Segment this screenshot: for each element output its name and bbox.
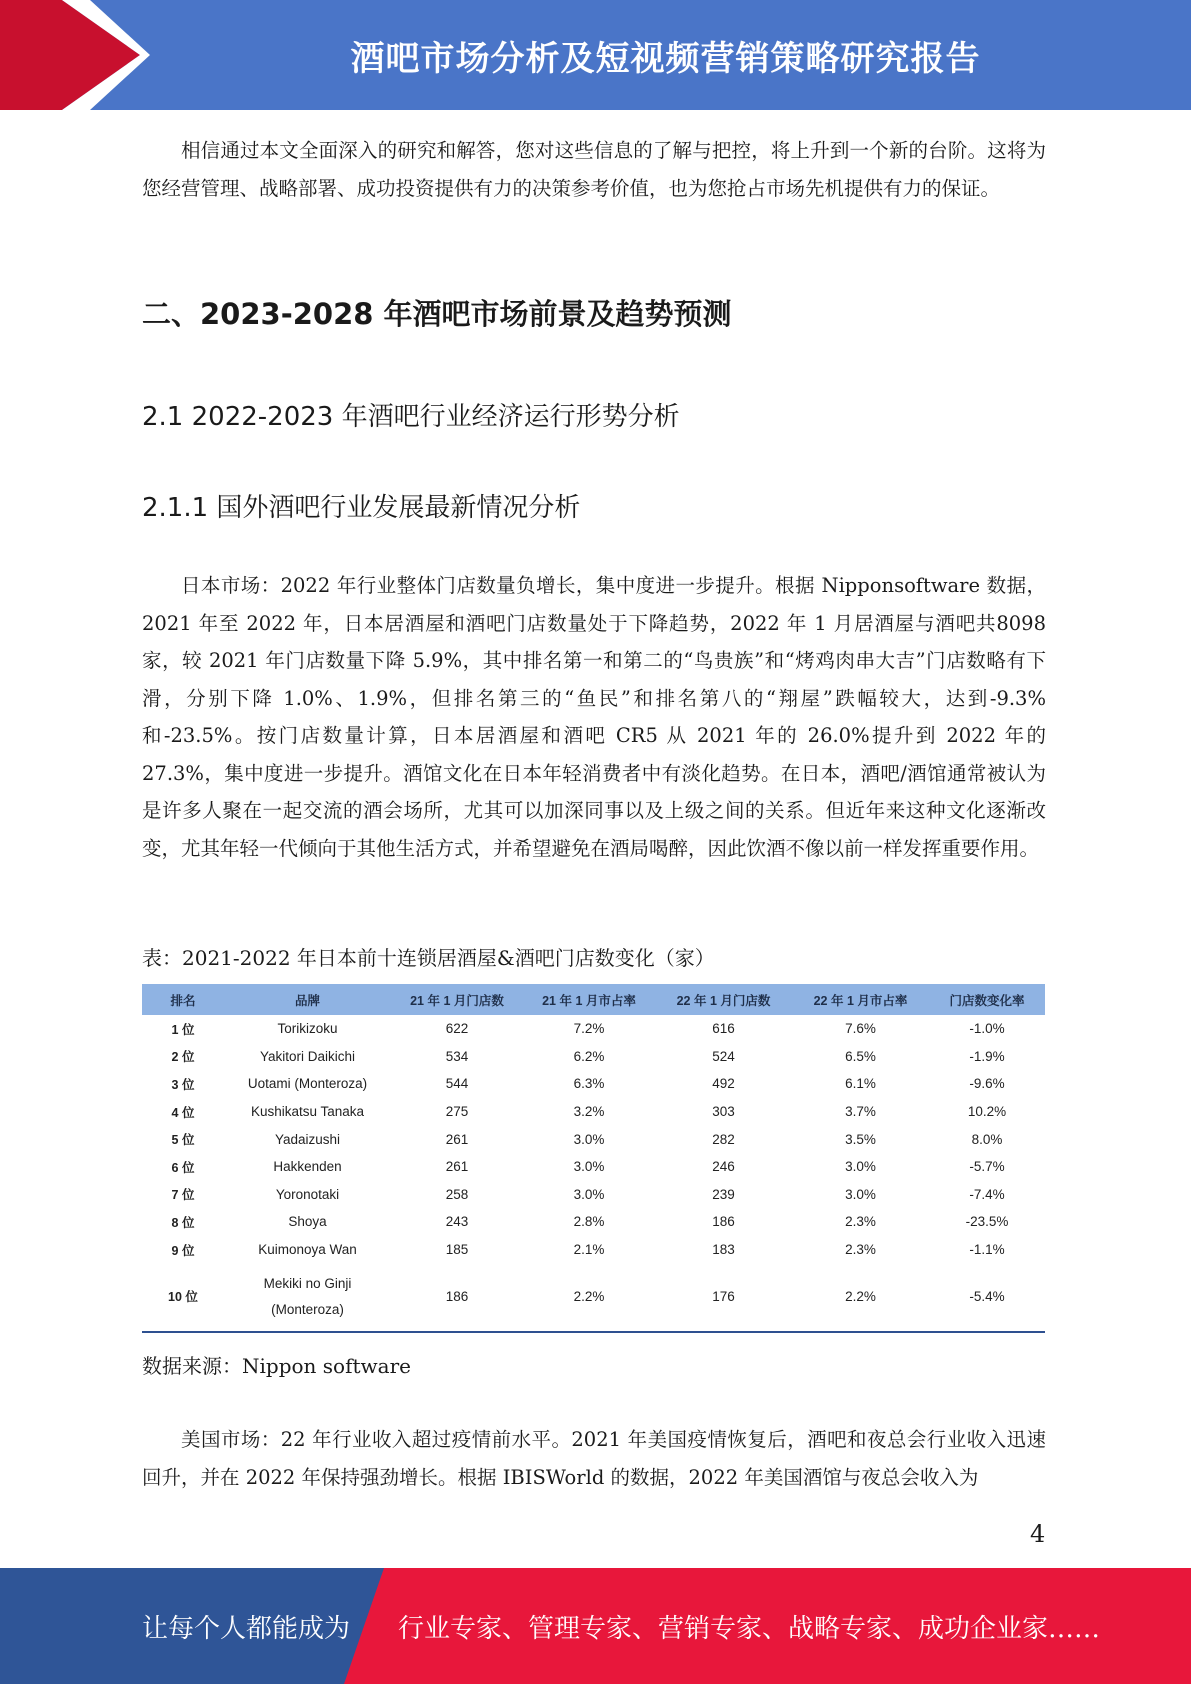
- share-2022-cell: 2.3%: [845, 1242, 876, 1258]
- stores-2021-cell: 243: [445, 1214, 469, 1230]
- share-2021-cell: 2.8%: [573, 1214, 605, 1230]
- stores-2022-cell: 303: [712, 1104, 735, 1120]
- page-number: 4: [1030, 1520, 1046, 1548]
- rank-cell: 7 位: [171, 1188, 195, 1203]
- header-stores-2022: 22 年 1 月门店数: [655, 984, 792, 1015]
- stores-2021-cell: 544: [445, 1076, 469, 1092]
- table-row: [142, 1098, 1045, 1126]
- document-title: 酒吧市场分析及短视频营销策略研究报告: [350, 38, 981, 79]
- subsection-heading: 2.1 2022-2023 年酒吧行业经济运行形势分析: [142, 402, 680, 432]
- share-2022-cell: 7.6%: [845, 1021, 876, 1037]
- data-source: 数据来源：Nippon software: [142, 1354, 411, 1378]
- change-rate-cell: -7.4%: [969, 1186, 1005, 1202]
- store-count-table: [142, 984, 1045, 1333]
- us-market-paragraph: 美国市场：22 年行业收入超过疫情前水平。2021 年美国疫情恢复后，酒吧和夜总会行业收入迅速回升，并在 2022 年保持强劲增长。根据 IBISWorld 的数据，2022 年美国酒馆与夜总会收入为: [142, 1428, 1046, 1489]
- stores-2021-cell: 534: [445, 1048, 469, 1064]
- change-rate-cell: 10.2%: [967, 1104, 1007, 1120]
- brand-cell: Uotami (Monteroza): [247, 1076, 368, 1092]
- table-row: [142, 1043, 1045, 1071]
- brand-line: (Monteroza): [271, 1302, 344, 1318]
- rank-cell: 2 位: [171, 1050, 195, 1065]
- brand-line: Mekiki no Ginji: [263, 1276, 352, 1292]
- rank-cell: 4 位: [171, 1105, 195, 1120]
- stores-2022-cell: 186: [712, 1214, 735, 1230]
- share-2022-cell: 3.7%: [845, 1104, 876, 1120]
- intro-paragraph: 相信通过本文全面深入的研究和解答，您对这些信息的了解与把控，将上升到一个新的台阶。这将为您经营管理、战略部署、成功投资提供有力的决策参考价值，也为您抢占市场先机提供有力的保证。: [142, 139, 1046, 200]
- share-2021-cell: 6.3%: [573, 1076, 605, 1092]
- change-rate-cell: -1.1%: [969, 1242, 1005, 1258]
- footer-slogan-left: 让每个人都能成为: [142, 1613, 351, 1644]
- stores-2021-cell: 186: [445, 1289, 469, 1305]
- share-2021-cell: 3.0%: [573, 1159, 605, 1175]
- share-2022-cell: 3.5%: [845, 1131, 876, 1147]
- rank-cell: 8 位: [171, 1215, 195, 1230]
- subsubsection-heading: 2.1.1 国外酒吧行业发展最新情况分析: [142, 493, 581, 523]
- share-2022-cell: 2.3%: [845, 1214, 876, 1230]
- rank-cell: 10 位: [168, 1290, 198, 1305]
- stores-2022-cell: 492: [712, 1076, 735, 1092]
- table-row: [142, 1125, 1045, 1153]
- rank-cell: 6 位: [171, 1160, 195, 1175]
- rank-cell: 5 位: [171, 1133, 195, 1148]
- stores-2021-cell: 258: [445, 1186, 469, 1202]
- japan-market-section: [142, 567, 1046, 867]
- brand-cell: Hakkenden: [273, 1159, 342, 1175]
- change-rate-cell: -23.5%: [965, 1214, 1009, 1230]
- brand-cell: Kushikatsu Tanaka: [250, 1104, 365, 1120]
- table-header-row: [142, 984, 1045, 1015]
- header-rank: 排名: [142, 984, 224, 1015]
- header-share-2022: 22 年 1 月市占率: [792, 984, 929, 1015]
- change-rate-cell: -5.4%: [969, 1289, 1005, 1305]
- table-row: [142, 1236, 1045, 1264]
- table-row: [142, 1153, 1045, 1181]
- share-2022-cell: 6.5%: [845, 1048, 876, 1064]
- share-2022-cell: 3.0%: [845, 1159, 876, 1175]
- page-header: [0, 0, 1191, 110]
- stores-2022-cell: 616: [712, 1021, 735, 1037]
- share-2021-cell: 3.2%: [573, 1104, 605, 1120]
- rank-cell: 3 位: [171, 1077, 195, 1092]
- intro-section: [142, 132, 1046, 207]
- brand-cell: Yadaizushi: [274, 1131, 341, 1147]
- stores-2022-cell: 176: [712, 1289, 735, 1305]
- footer-slogan-right: 行业专家、管理专家、营销专家、战略专家、成功企业家……: [398, 1613, 1101, 1644]
- stores-2021-cell: 622: [445, 1021, 469, 1037]
- header-share-2021: 21 年 1 月市占率: [523, 984, 655, 1015]
- share-2022-cell: 6.1%: [845, 1076, 876, 1092]
- change-rate-cell: -1.0%: [969, 1021, 1005, 1037]
- stores-2022-cell: 524: [712, 1048, 735, 1064]
- stores-2022-cell: 239: [712, 1186, 735, 1202]
- brand-cell: [224, 1263, 391, 1332]
- share-2022-cell: 2.2%: [845, 1289, 876, 1305]
- us-market-section: [142, 1421, 1046, 1496]
- stores-2022-cell: 282: [712, 1131, 735, 1147]
- rank-cell: 9 位: [171, 1243, 195, 1258]
- header-change-rate: 门店数变化率: [929, 984, 1045, 1015]
- stores-2021-cell: 261: [445, 1159, 469, 1175]
- table-row: [142, 1015, 1045, 1043]
- share-2021-cell: 2.2%: [573, 1289, 605, 1305]
- brand-cell: Shoya: [288, 1214, 327, 1230]
- table-caption: 表：2021-2022 年日本前十连锁居酒屋&酒吧门店数变化（家）: [142, 946, 715, 970]
- change-rate-cell: 8.0%: [971, 1131, 1003, 1147]
- stores-2021-cell: 275: [445, 1104, 469, 1120]
- brand-cell: Kuimonoya Wan: [258, 1242, 357, 1258]
- header-stores-2021: 21 年 1 月门店数: [391, 984, 523, 1015]
- table-row: [142, 1070, 1045, 1098]
- stores-2021-cell: 185: [445, 1242, 469, 1258]
- change-rate-cell: -1.9%: [969, 1048, 1005, 1064]
- share-2021-cell: 3.0%: [573, 1131, 605, 1147]
- header-red-chevron: [0, 0, 140, 110]
- section-heading: 二、2023-2028 年酒吧市场前景及趋势预测: [142, 297, 732, 331]
- stores-2022-cell: 183: [712, 1242, 735, 1258]
- rank-cell: 1 位: [171, 1022, 195, 1037]
- table-row: [142, 1263, 1045, 1332]
- share-2021-cell: 2.1%: [573, 1242, 605, 1258]
- table-row: [142, 1208, 1045, 1236]
- share-2022-cell: 3.0%: [845, 1186, 876, 1202]
- share-2021-cell: 7.2%: [573, 1021, 605, 1037]
- share-2021-cell: 3.0%: [573, 1186, 605, 1202]
- stores-2022-cell: 246: [712, 1159, 735, 1175]
- brand-cell: Yakitori Daikichi: [259, 1048, 356, 1064]
- table-row: [142, 1181, 1045, 1209]
- japan-market-paragraph: 日本市场：2022 年行业整体门店数量负增长，集中度进一步提升。根据 Nipponsoftware 数据，2021 年至 2022 年，日本居酒屋和酒吧门店数量处于下降趋势，2022 年 1 月居酒屋与酒吧共8098 家，较 2021 年门店数量下降 5.9%，其中排名第一和第二的“鸟贵族”和“烤鸡肉串大吉”门店数略有下滑，分别下降 1.0%、1.9%，但排名第三的“鱼民”和排名第八的“翔屋”跌幅较大，达到-9.3%和-23.5%。按门店数量计算，日本居酒屋和酒吧 CR5 从 2021 年的 26.0%提升到 2022 年的 27.3%，集中度进一步提升。酒馆文化在日本年轻消费者中有淡化趋势。在日本，酒吧/酒馆通常被认为是许多人聚在一起交流的酒会场所，尤其可以加深同事以及上级之间的关系。但近年来这种文化逐渐改变，尤其年轻一代倾向于其他生活方式，并希望避免在酒局喝醉，因此饮酒不像以前一样发挥重要作用。: [142, 574, 1046, 860]
- stores-2021-cell: 261: [445, 1131, 469, 1147]
- change-rate-cell: -5.7%: [969, 1159, 1005, 1175]
- page-footer: [0, 1568, 1191, 1684]
- header-brand: 品牌: [224, 984, 391, 1015]
- share-2021-cell: 6.2%: [573, 1048, 605, 1064]
- change-rate-cell: -9.6%: [969, 1076, 1005, 1092]
- brand-cell: Torikizoku: [277, 1021, 338, 1037]
- brand-cell: Yoronotaki: [275, 1186, 340, 1202]
